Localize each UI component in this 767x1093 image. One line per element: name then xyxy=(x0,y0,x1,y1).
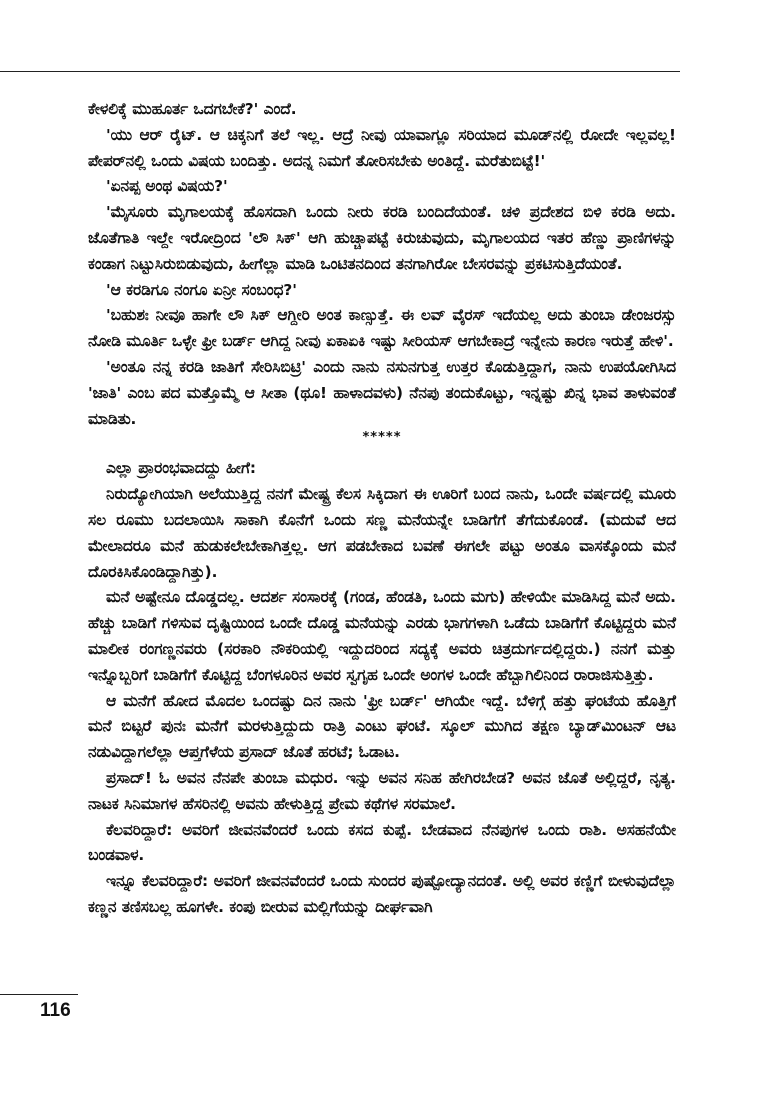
paragraph: ಇನ್ನೂ ಕೆಲವರಿದ್ದಾರೆ: ಅವರಿಗೆ ಜೀವನವೆಂದರೆ ಒಂದು ಸುಂದರ ಪುಷ್ಪೋದ್ಯಾನದಂತೆ. ಅಲ್ಲಿ ಅವರ ಕಣ್ಣಿಗೆ ಬೀಳುವುದೆಲ್ಲಾ ಕಣ್ಣನ ತಣಿಸಬಲ್ಲ ಹೂಗಳೇ. ಕಂಪು ಬೀರುವ ಮಲ್ಲಿಗೆಯನ್ನು ದೀರ್ಘವಾಗಿ xyxy=(88,872,676,916)
paragraph: 'ಬಹುಶಃ ನೀವೂ ಹಾಗೇ ಲೌ ಸಿಕ್ ಆಗ್ದೀರಿ ಅಂತ ಕಾಣ್ಸುತ್ತೆ. ಈ ಲವ್ ವೈರಸ್ ಇದೆಯಲ್ಲ ಅದು ತುಂಬಾ ಡೇಂಜರಸ್ಸು ನೋಡಿ ಮೂರ್ತಿ ಒಳ್ಳೇ ಫ್ರೀ ಬರ್ಡ್ ಆಗಿದ್ದ ನೀವು ಏಕಾಏಕಿ ಇಷ್ಟು ಸೀರಿಯಸ್ ಆಗಬೇಕಾದ್ರೆ ಇನ್ನೇನು ಕಾರಣ ಇರುತ್ತೆ ಹೇಳಿ'. xyxy=(88,306,676,351)
paragraph: 'ಯು ಆರ್ ರೈಟ್. ಆ ಚಿಕ್ಕನಿಗೆ ತಲೆ ಇಲ್ಲ. ಆದ್ರೆ ನೀವು ಯಾವಾಗ್ಲೂ ಸರಿಯಾದ ಮೂಡ್‌ನಲ್ಲಿ ರೋದೇ ಇಲ್ಲವಲ್ಲ! ಪೇಪರ್‌ನಲ್ಲಿ ಒಂದು ವಿಷಯ ಬಂದಿತ್ತು. ಅದನ್ನ ನಿಮಗೆ ತೋರಿಸಬೇಕು ಅಂತಿದ್ದೆ. ಮರೆತುಬಿಟ್ಟೆ!' xyxy=(88,125,676,170)
paragraph: ಪ್ರಸಾದ್! ಓ ಅವನ ನೆನಪೇ ತುಂಬಾ ಮಧುರ. ಇನ್ನು ಅವನ ಸನಿಹ ಹೇಗಿರಬೇಡ? ಅವನ ಜೊತೆ ಅಲ್ಲಿದ್ದರೆ, ನೃತ್ಯ. ನಾಟಕ ಸಿನಿಮಾಗಳ ಹೆಸರಿನಲ್ಲಿ ಅವನು ಹೇಳುತ್ತಿದ್ದ ಪ್ರೇಮ ಕಥೆಗಳ ಸರಮಾಲೆ. xyxy=(88,768,676,813)
paragraph: ನಿರುದ್ಯೋಗಿಯಾಗಿ ಅಲೆಯುತ್ತಿದ್ದ ನನಗೆ ಮೇಷ್ಟ್ರ ಕೆಲಸ ಸಿಕ್ಕಿದಾಗ ಈ ಊರಿಗೆ ಬಂದ ನಾನು, ಒಂದೇ ವರ್ಷದಲ್ಲಿ ಮೂರು ಸಲ ರೂಮು ಬದಲಾಯಿಸಿ ಸಾಕಾಗಿ ಕೊನೆಗೆ ಒಂದು ಸಣ್ಣ ಮನೆಯನ್ನೇ ಬಾಡಿಗೆಗೆ ತೆಗೆದುಕೊಂಡೆ. (ಮದುವೆ ಆದ ಮೇಲಾದರೂ ಮನೆ ಹುಡುಕಲೇಬೇಕಾಗಿತ್ತಲ್ಲ. ಆಗ ಪಡಬೇಕಾದ ಬವಣೆ ಈಗಲೇ ಪಟ್ಟು ಅಂತೂ ವಾಸಕ್ಕೊಂದು ಮನೆ ದೊರಕಿಸಿಕೊಂಡಿದ್ದಾಗಿತ್ತು). xyxy=(88,485,676,581)
paragraph: ಮನೆ ಅಷ್ಟೇನೂ ದೊಡ್ಡದಲ್ಲ. ಆದರ್ಶ ಸಂಸಾರಕ್ಕೆ (ಗಂಡ, ಹೆಂಡತಿ, ಒಂದು ಮಗು) ಹೇಳಿಯೇ ಮಾಡಿಸಿದ್ದ ಮನೆ ಅದು. ಹೆಚ್ಚು ಬಾಡಿಗೆ ಗಳಿಸುವ ದೃಷ್ಟಿಯಿಂದ ಒಂದೇ ದೊಡ್ಡ ಮನೆಯನ್ನು ಎರಡು ಭಾಗಗಳಾಗಿ ಒಡೆದು ಬಾಡಿಗೆಗೆ ಕೊಟ್ಟಿದ್ದರು ಮನೆ ಮಾಲೀಕ ರಂಗಣ್ಣನವರು (ಸರಕಾರಿ ನೌಕರಿಯಲ್ಲಿ ಇದ್ದುದರಿಂದ ಸದ್ಯಕ್ಕೆ ಅವರು ಚಿತ್ರದುರ್ಗದಲ್ಲಿದ್ದರು.) ನನಗೆ ಮತ್ತು ಇನ್ನೊಬ್ಬರಿಗೆ ಬಾಡಿಗೆಗೆ ಕೊಟ್ಟಿದ್ದ ಬೆಂಗಳೂರಿನ ಅವರ ಸ್ವಗೃಹ ಒಂದೇ ಅಂಗಳ ಒಂದೇ ಹೆಬ್ಬಾಗಿಲಿನಿಂದ ರಾರಾಜಿಸುತ್ತಿತ್ತು. xyxy=(88,588,676,684)
paragraph: ಕೇಳಲಿಕ್ಕೆ ಮುಹೂರ್ತ ಒದಗಬೇಕೆ?' ಎಂದೆ. xyxy=(88,100,297,118)
paragraph: 'ಮೈಸೂರು ಮೃಗಾಲಯಕ್ಕೆ ಹೊಸದಾಗಿ ಒಂದು ನೀರು ಕರಡಿ ಬಂದಿದೆಯಂತೆ. ಚಳಿ ಪ್ರದೇಶದ ಬಿಳಿ ಕರಡಿ ಅದು. ಜೊತೆಗಾತಿ ಇಲ್ದೇ ಇರೋದ್ರಿಂದ 'ಲೌ ಸಿಕ್' ಆಗಿ ಹುಚ್ಚಾಪಟ್ಟೆ ಕಿರುಚುವುದು, ಮೃಗಾಲಯದ ಇತರ ಹೆಣ್ಣು ಪ್ರಾಣಿಗಳನ್ನು ಕಂಡಾಗ ನಿಟ್ಟುಸಿರುಬಿಡುವುದು, ಹೀಗೆಲ್ಲಾ ಮಾಡಿ ಒಂಟಿತನದಿಂದ ತನಗಾಗಿರೋ ಬೇಸರವನ್ನು ಪ್ರಕಟಿಸುತ್ತಿದೆಯಂತೆ. xyxy=(88,203,676,273)
paragraph: ಕೆಲವರಿದ್ದಾರೆ: ಅವರಿಗೆ ಜೀವನವೆಂದರೆ ಒಂದು ಕಸದ ಕುಪ್ಪೆ. ಬೇಡವಾದ ನೆನಪುಗಳ ಒಂದು ರಾಶಿ. ಅಸಹನೆಯೇ ಬಂಡವಾಳ. xyxy=(88,820,676,865)
page-number: 116 xyxy=(40,1000,71,1021)
paragraph: 'ಅಂತೂ ನನ್ನ ಕರಡಿ ಜಾತಿಗೆ ಸೇರಿಸಿಬಿಟ್ರಿ' ಎಂದು ನಾನು ನಸುನಗುತ್ತ ಉತ್ತರ ಕೊಡುತ್ತಿದ್ದಾಗ, ನಾನು ಉಪಯೋಗಿಸಿದ 'ಜಾತಿ' ಎಂಬ ಪದ ಮತ್ತೊಮ್ಮೆ ಆ ಸೀತಾ (ಥೂ! ಹಾಳಾದವಳು) ನೆನಪು ತಂದುಕೊಟ್ಟು, ಇನ್ನಷ್ಟು ಖಿನ್ನ ಭಾವ ತಾಳುವಂತೆ ಮಾಡಿತು. xyxy=(88,357,676,428)
page-body xyxy=(88,97,676,921)
paragraph: ಆ ಮನೆಗೆ ಹೋದ ಮೊದಲ ಒಂದಷ್ಟು ದಿನ ನಾನು 'ಫ್ರೀ ಬರ್ಡ್' ಆಗಿಯೇ ಇದ್ದೆ. ಬೆಳಿಗ್ಗೆ ಹತ್ತು ಘಂಟೆಯ ಹೊತ್ತಿಗೆ ಮನೆ ಬಿಟ್ಟರೆ ಪುನಃ ಮನೆಗೆ ಮರಳುತ್ತಿದ್ದುದು ರಾತ್ರಿ ಎಂಟು ಘಂಟೆ. ಸ್ಕೂಲ್ ಮುಗಿದ ತಕ್ಷಣ ಬ್ಯಾಡ್‌ಮಿಂಟನ್ ಆಟ ನಡುವಿದ್ದಾಗಲೆಲ್ಲಾ ಆಪ್ತಗೆಳೆಯ ಪ್ರಸಾದ್ ಜೊತೆ ಹರಟೆ; ಓಡಾಟ. xyxy=(88,691,676,762)
top-rule xyxy=(0,71,680,72)
paragraph: 'ಆ ಕರಡಿಗೂ ನಂಗೂ ಏನ್ರೀ ಸಂಬಂಧ?' xyxy=(106,280,297,299)
footer-rule xyxy=(0,994,78,995)
paragraph: ಎಲ್ಲಾ ಪ್ರಾರಂಭವಾದದ್ದು ಹೀಗೆ: xyxy=(106,459,256,478)
paragraph: 'ಏನಪ್ಪ ಅಂಥ ವಿಷಯ?' xyxy=(106,177,228,196)
section-separator: ***** xyxy=(362,430,402,446)
